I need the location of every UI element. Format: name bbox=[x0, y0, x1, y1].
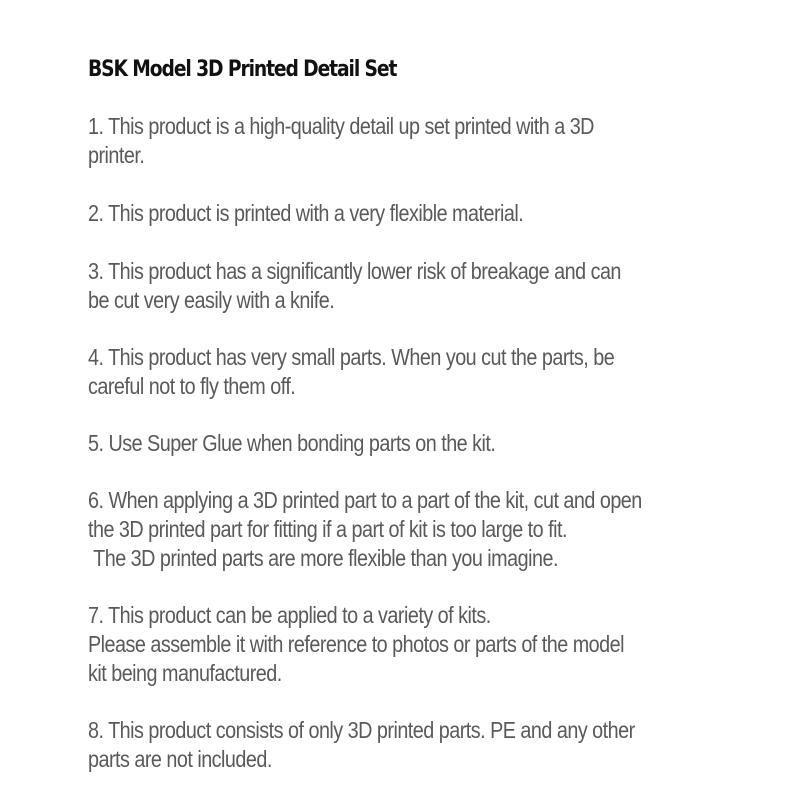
paragraph-line: The 3D printed parts are more flexible than you imagine. bbox=[93, 545, 558, 571]
paragraph-line: the 3D printed part for fitting if a part of kit is too large to fit. bbox=[88, 516, 567, 542]
paragraph-3 bbox=[88, 257, 707, 315]
paragraph-6 bbox=[88, 486, 707, 573]
paragraph-1 bbox=[88, 112, 707, 170]
document-title: BSK Model 3D Printed Detail Set bbox=[88, 57, 397, 82]
paragraph-7 bbox=[88, 601, 707, 688]
paragraph-line: 7. This product can be applied to a variety of kits. bbox=[88, 602, 491, 628]
paragraph-line: Please assemble it with reference to photos or parts of the model bbox=[88, 631, 624, 657]
paragraph-line: careful not to fly them off. bbox=[88, 373, 296, 399]
paragraph-2 bbox=[88, 199, 707, 228]
paragraph-5 bbox=[88, 429, 707, 458]
paragraph-line: 5. Use Super Glue when bonding parts on the kit. bbox=[88, 430, 496, 456]
paragraph-line: parts are not included. bbox=[88, 746, 272, 772]
paragraph-4 bbox=[88, 343, 707, 401]
paragraph-line: be cut very easily with a knife. bbox=[88, 287, 335, 313]
paragraph-line: 3. This product has a significantly lower risk of breakage and can bbox=[88, 258, 621, 284]
paragraph-line: printer. bbox=[88, 142, 145, 168]
paragraph-8 bbox=[88, 716, 707, 774]
paragraph-line: 4. This product has very small parts. When you cut the parts, be bbox=[88, 344, 615, 370]
paragraph-line: 8. This product consists of only 3D printed parts. PE and any other bbox=[88, 717, 635, 743]
paragraph-line: 6. When applying a 3D printed part to a part of the kit, cut and open bbox=[88, 487, 642, 513]
paragraph-line: kit being manufactured. bbox=[88, 660, 282, 686]
paragraph-line: 1. This product is a high-quality detail up set printed with a 3D bbox=[88, 113, 594, 139]
paragraph-line: 2. This product is printed with a very flexible material. bbox=[88, 200, 524, 226]
